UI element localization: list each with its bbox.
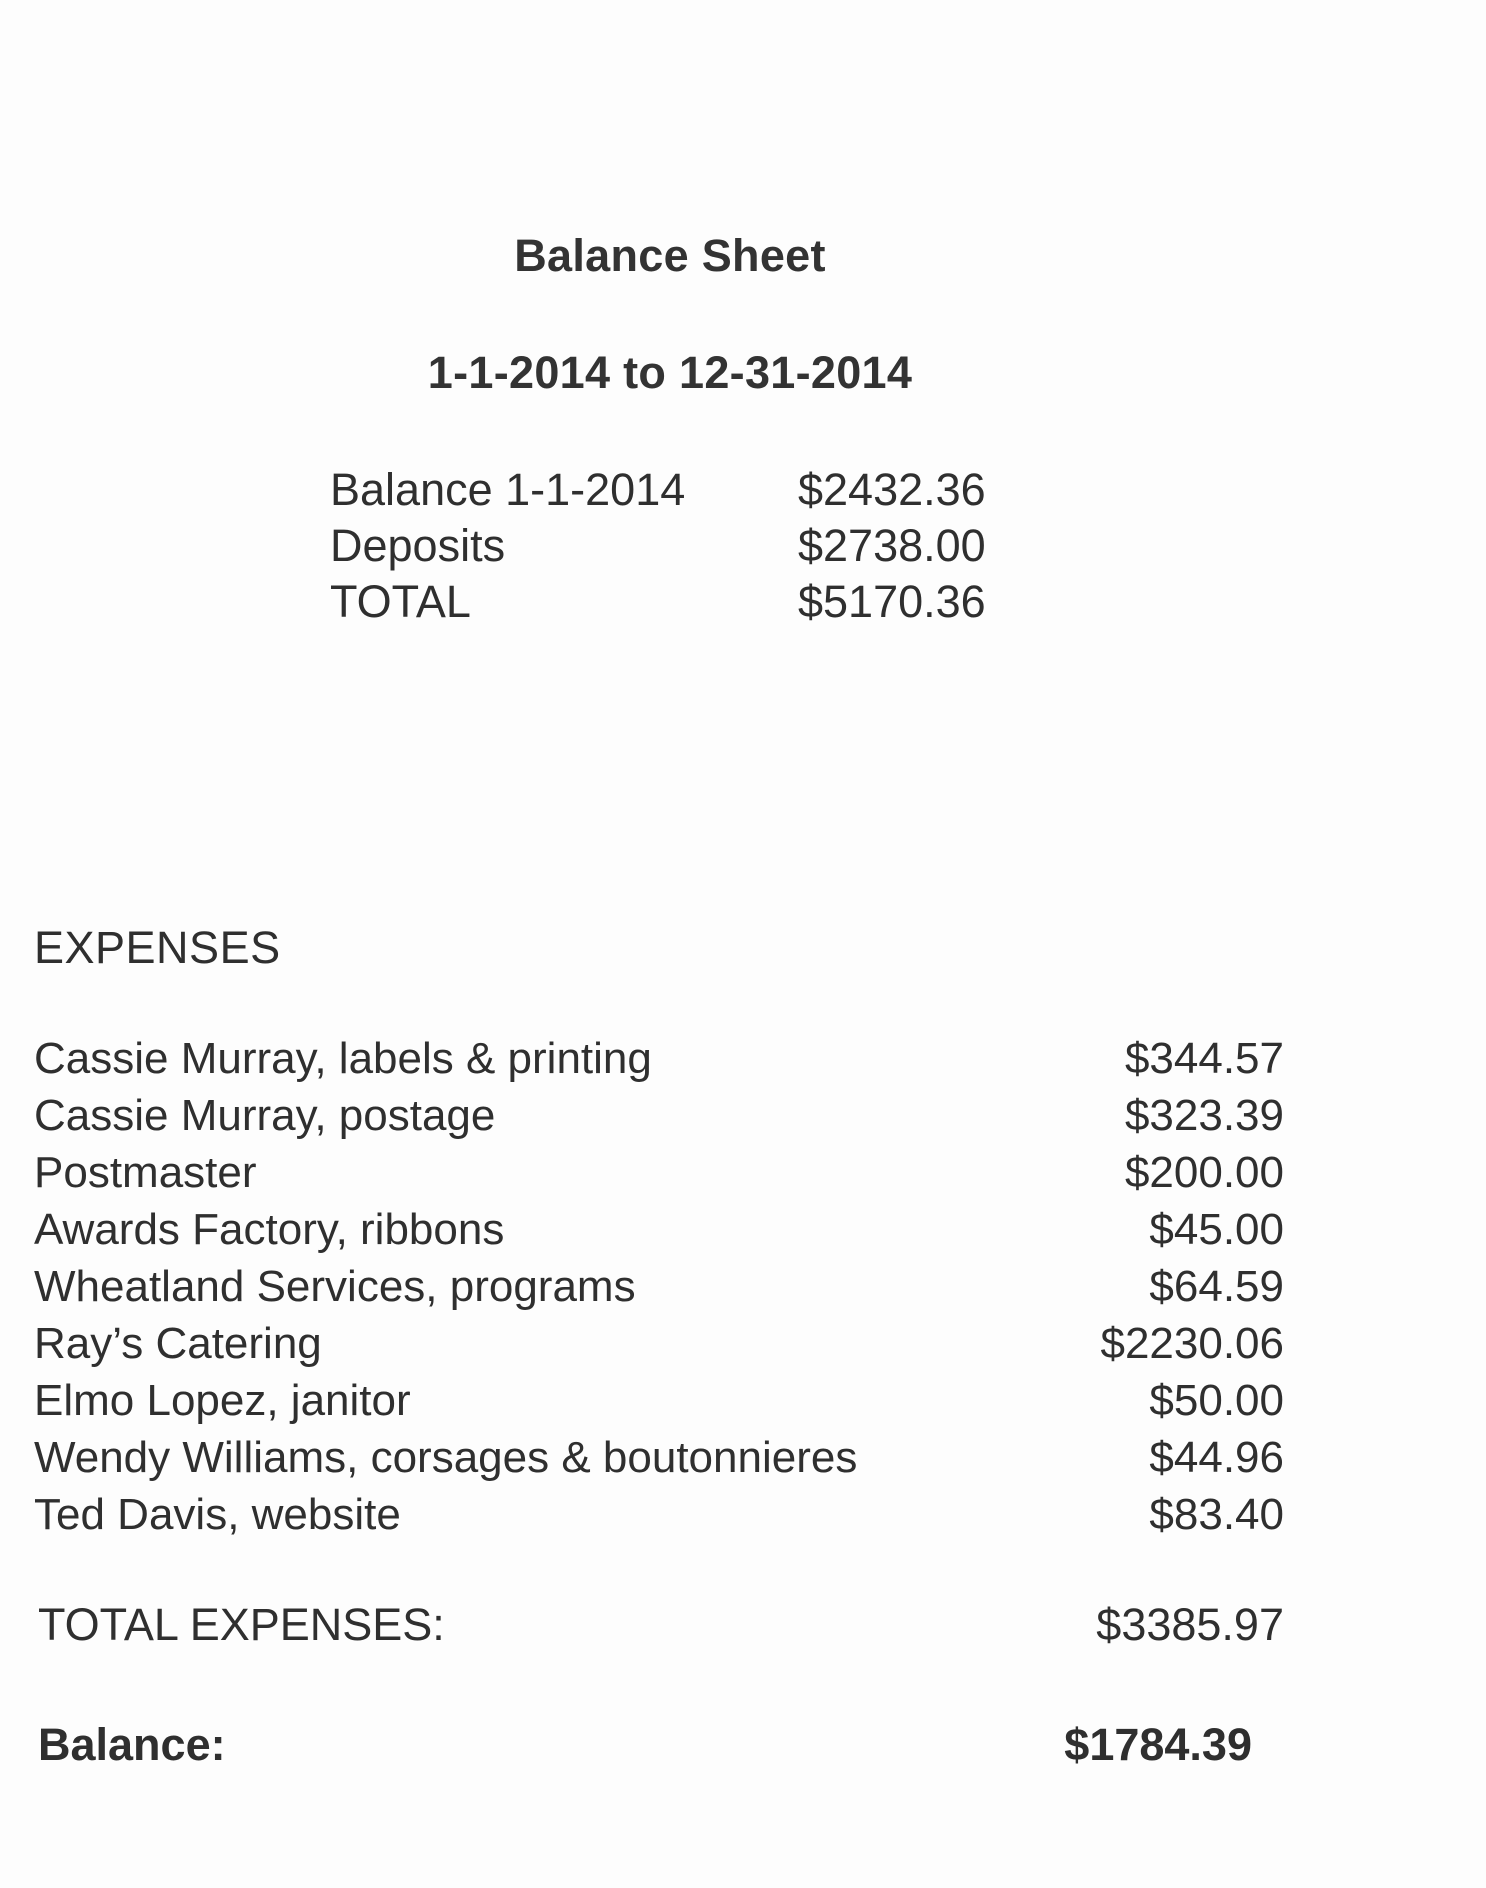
expense-row [34,1144,1284,1201]
expense-description: Cassie Murray, postage [34,1091,496,1140]
expense-amount: $200.00 [1124,1148,1284,1197]
document-title: Balance Sheet [514,230,826,281]
expense-amount: $323.39 [1124,1091,1284,1140]
expense-description: Wheatland Services, programs [34,1262,636,1311]
expenses-heading: EXPENSES [34,922,281,973]
summary-label: Balance 1-1-2014 [330,464,686,515]
expense-row [34,1030,1284,1087]
total-expenses-row [38,1595,1284,1655]
expense-description: Awards Factory, ribbons [34,1205,505,1254]
expense-amount: $50.00 [1149,1376,1284,1425]
expense-row [34,1315,1284,1372]
expense-amount: $44.96 [1149,1433,1284,1482]
expense-amount: $2230.06 [1100,1319,1284,1368]
summary-row-total [330,574,1050,630]
summary-amount: $5170.36 [798,576,986,627]
total-expenses-label: TOTAL EXPENSES: [38,1599,445,1650]
summary-amount: $2432.36 [798,464,986,515]
expense-description: Cassie Murray, labels & printing [34,1034,652,1083]
summary-row-opening-balance [330,462,1050,518]
expense-row [34,1486,1284,1543]
expense-row [34,1258,1284,1315]
final-balance-value: $1784.39 [1064,1719,1252,1770]
expense-row [34,1372,1284,1429]
summary-label: Deposits [330,520,506,571]
expense-amount: $64.59 [1149,1262,1284,1311]
expense-description: Elmo Lopez, janitor [34,1376,411,1425]
summary-label: TOTAL [330,576,471,627]
final-balance-label: Balance: [38,1719,226,1770]
total-expenses-value: $3385.97 [1096,1599,1284,1650]
expense-description: Ted Davis, website [34,1490,401,1539]
expenses-list [34,1030,1284,1543]
summary-block [330,462,1050,630]
summary-amount: $2738.00 [798,520,986,571]
expense-row [34,1087,1284,1144]
expense-description: Postmaster [34,1148,257,1197]
summary-row-deposits [330,518,1050,574]
final-balance-row [38,1715,1268,1775]
expense-amount: $344.57 [1124,1034,1284,1083]
expense-description: Ray’s Catering [34,1319,322,1368]
expense-row [34,1429,1284,1486]
expense-amount: $45.00 [1149,1205,1284,1254]
document-period: 1-1-2014 to 12-31-2014 [427,347,913,398]
expense-amount: $83.40 [1149,1490,1284,1539]
expense-row [34,1201,1284,1258]
expense-description: Wendy Williams, corsages & boutonnieres [34,1433,858,1482]
